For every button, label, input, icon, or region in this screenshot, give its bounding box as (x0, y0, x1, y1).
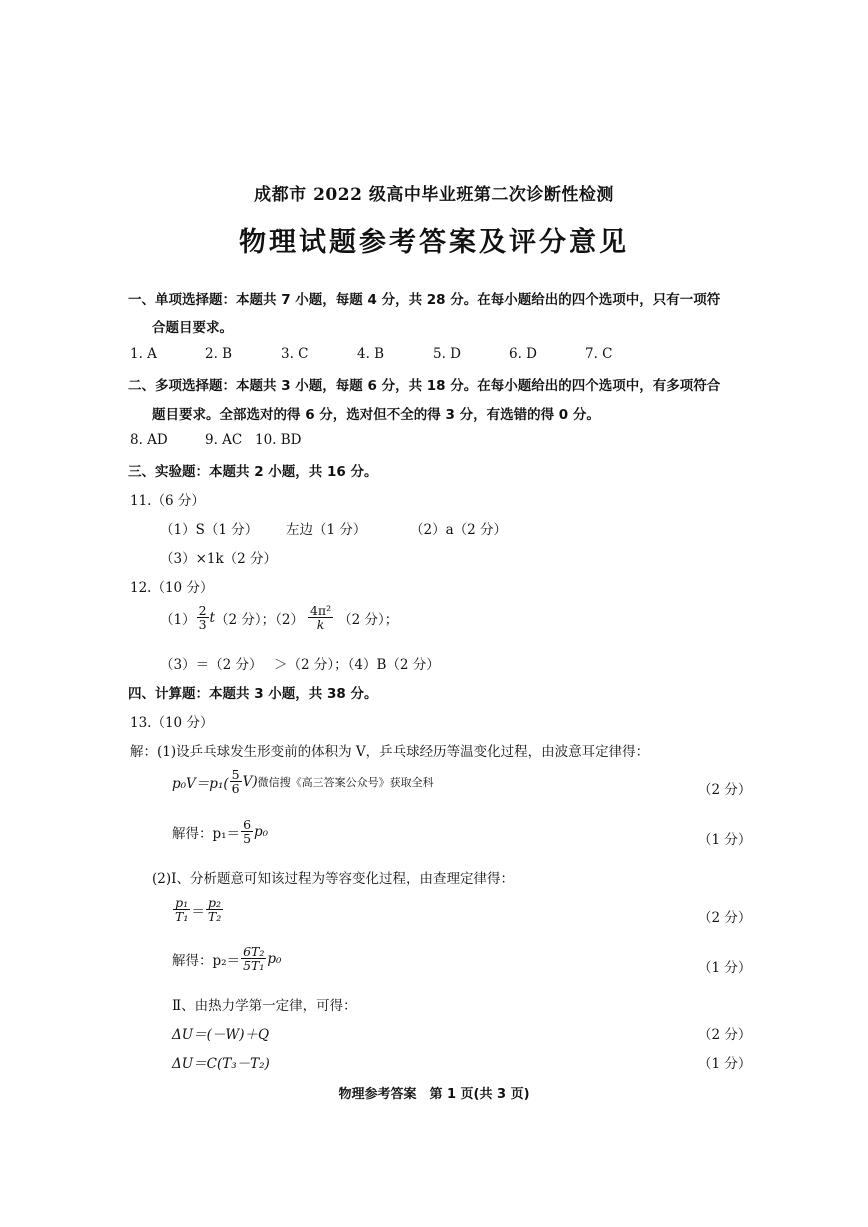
section3-heading: 三、实验题：本题共 2 小题，共 16 分。 (128, 464, 378, 480)
q13-eq5-text: ΔU＝(－W)＋Q (172, 1027, 270, 1043)
answer-6: 6. D (509, 346, 537, 362)
q13-eq3-left-fraction (173, 896, 190, 923)
answer-5: 5. D (433, 346, 461, 362)
q12-part1-variable: t (209, 609, 215, 626)
q13-equation-5 (172, 1023, 269, 1043)
q13-eq4-numerator: 6T₂ (243, 944, 265, 959)
q12-part2-numerator: 4π² (309, 603, 332, 618)
q13-eq1-left: p₀V＝p₁( (172, 775, 229, 792)
q13-eq4-score: （1 分） (698, 960, 752, 976)
q13-eq2-fraction (241, 818, 253, 845)
answer-8: 8. AD (130, 432, 168, 448)
q12-part3b: ＞（2 分）；（4）B（2 分） (274, 657, 440, 673)
q12-part3: （3）＝（2 分） (160, 657, 263, 673)
q12-part1-fraction (197, 604, 209, 631)
document-subtitle: 成都市 2022 级高中毕业班第二次诊断性检测 (254, 185, 614, 205)
q13-eq2-score: （1 分） (698, 832, 752, 848)
q12-part2-fraction (308, 604, 333, 631)
q13-eq2-prefix: 解得：p₁＝ (172, 825, 241, 842)
answer-7: 7. C (585, 346, 613, 362)
section1-heading-line2: 合题目要求。 (152, 320, 233, 336)
q12-label: 12.（10 分） (130, 580, 214, 596)
q11-part3: （3）×1k（2 分） (160, 551, 278, 567)
answer-2: 2. B (205, 346, 233, 362)
answer-9: 9. AC (205, 432, 243, 448)
q13-eq1-score: （2 分） (698, 782, 752, 798)
answer-3: 3. C (281, 346, 309, 362)
q13-eq2-numerator: 6 (243, 817, 252, 832)
answer-10: 10. BD (255, 432, 302, 448)
q13-eq6-text: ΔU＝C(T₃－T₂) (172, 1056, 270, 1072)
q12-part1-prefix: （1） (160, 611, 196, 628)
document-title: 物理试题参考答案及评分意见 (239, 227, 629, 258)
q13-eq4-prefix: 解得：p₂＝ (172, 952, 241, 969)
q13-part2b-intro: Ⅱ、由热力学第一定律，可得： (172, 998, 357, 1014)
q13-eq4-denominator: 5T₁ (243, 958, 265, 974)
q11-part1: （1）S（1 分） (160, 522, 259, 538)
q13-eq4-suffix: p₀ (267, 950, 282, 967)
q13-eq5-score: （2 分） (698, 1027, 752, 1043)
q12-part1-numerator: 2 (198, 603, 207, 618)
q13-eq1-note: 微信搜《高三答案公众号》获取全科 (257, 775, 434, 789)
q13-equation-6 (172, 1052, 270, 1072)
q13-eq3-right-numerator: p₂ (208, 895, 222, 910)
q13-equation-4 (172, 945, 281, 972)
q13-eq3-score: （2 分） (698, 910, 752, 926)
q13-eq4-fraction (241, 945, 266, 972)
q13-eq2-denominator: 5 (243, 831, 252, 847)
q12-part2-denominator: k (316, 617, 325, 633)
q13-equation-1 (172, 768, 434, 795)
q13-eq1-right: V) (242, 773, 258, 790)
q11-label: 11.（6 分） (130, 493, 205, 509)
q13-eq1-numerator: 5 (231, 767, 240, 782)
q11-part2: （2）a（2 分） (410, 522, 508, 538)
answer-4: 4. B (357, 346, 385, 362)
page-footer: 物理参考答案 第 1 页(共 3 页) (338, 1087, 530, 1102)
q13-equation-3: $\frac{\text{p₁}}{\text{T₁}}$ ＝ $\frac{\text{p₂}}{\text{T₂}}$ (175, 895, 222, 925)
q13-eq6-score: （1 分） (698, 1056, 752, 1072)
q12-part1-2 (160, 604, 398, 631)
section2-heading-line2: 题目要求。全部选对的得 6 分，选对但不全的得 3 分，有选错的得 0 分。 (152, 407, 600, 423)
section1-heading-line1: 一、单项选择题：本题共 7 小题，每题 4 分，共 28 分。在每小题给出的四个选项中，只有一项符 (128, 292, 721, 308)
q13-part2-intro: (2)Ⅰ、分析题意可知该过程为等容变化过程，由查理定律得： (152, 871, 514, 887)
q13-eq1-denominator: 6 (231, 781, 240, 797)
q13-eq1-fraction (230, 768, 242, 795)
section2-heading-line1: 二、多项选择题：本题共 3 小题，每题 6 分，共 18 分。在每小题给出的四个选项中，有多项符合 (128, 378, 721, 394)
q11-part1b: 左边（1 分） (286, 522, 367, 538)
q13-eq3-right-denominator: T₂ (207, 909, 222, 925)
q12-part1-score: （2 分）；（2） (214, 611, 304, 628)
answer-1: 1. A (130, 346, 157, 362)
q13-eq3-left-denominator: T₁ (175, 909, 189, 925)
q12-part1-denominator: 3 (198, 617, 207, 633)
q13-eq2-suffix: p₀ (254, 823, 269, 840)
q13-label: 13.（10 分） (130, 715, 214, 731)
section4-heading: 四、计算题：本题共 3 小题，共 38 分。 (128, 686, 378, 702)
q13-intro: 解：(1)设乒乓球发生形变前的体积为 V，乒乓球经历等温变化过程，由波意耳定律得： (130, 744, 650, 760)
q13-equation-2 (172, 818, 268, 845)
q13-eq3-left-numerator: p₁ (175, 895, 189, 910)
q13-eq3-right-fraction (206, 896, 223, 923)
q12-part2-score: （2 分）； (338, 611, 399, 628)
